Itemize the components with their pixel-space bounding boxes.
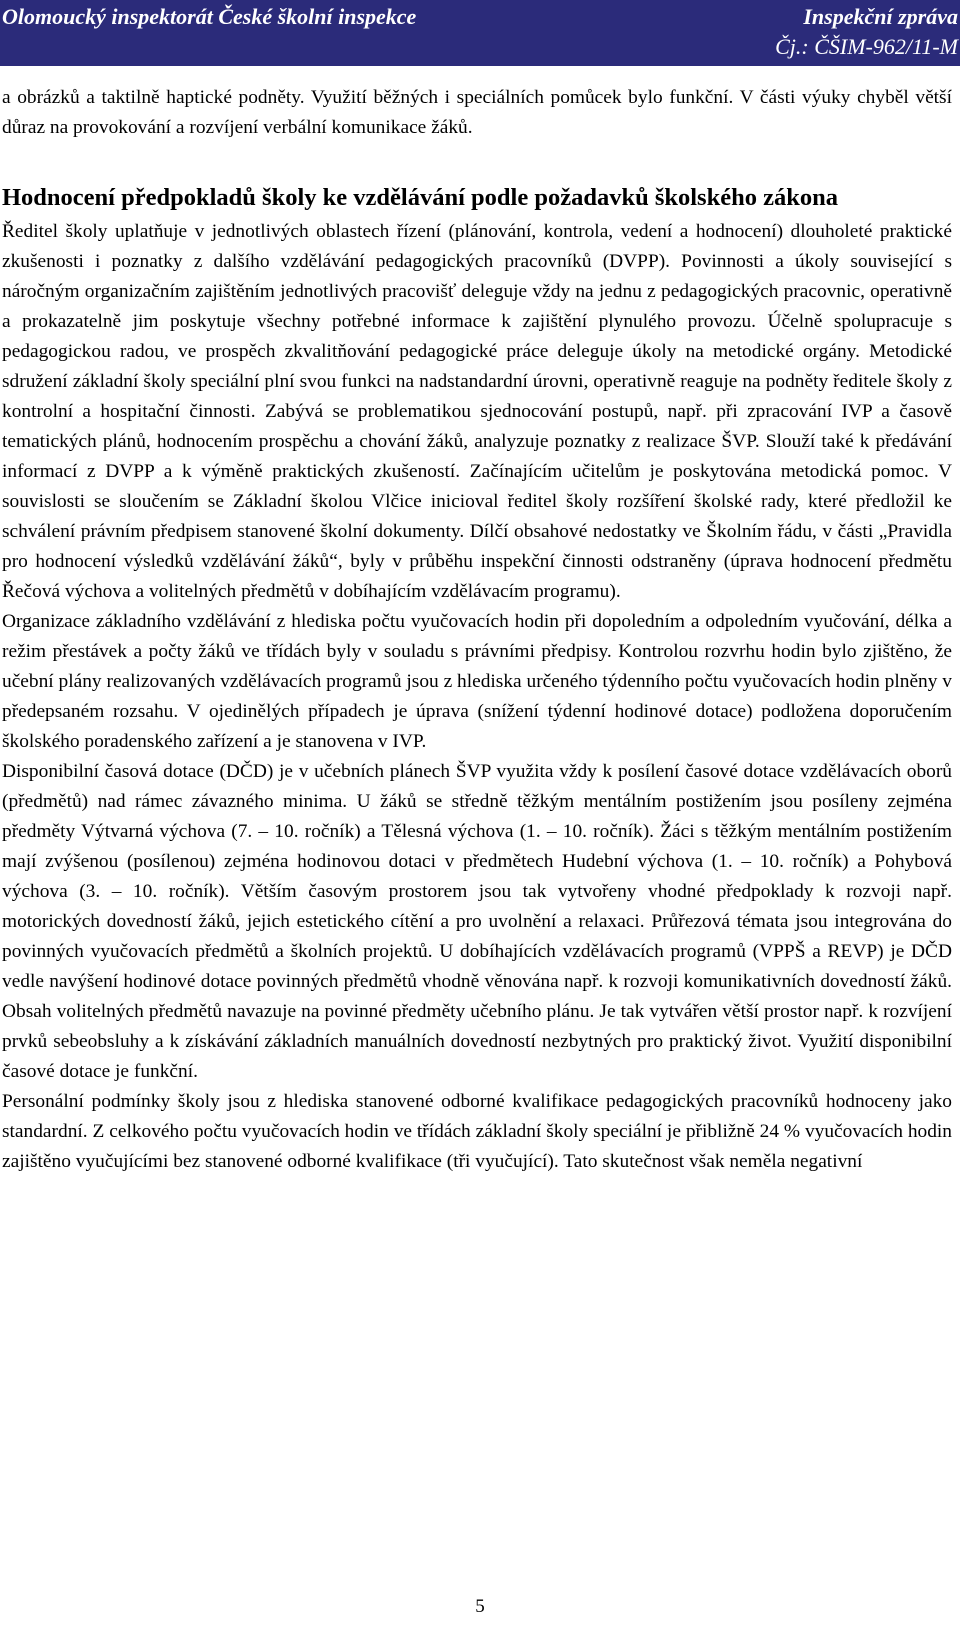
- header-reference-number: Čj.: ČŠIM-962/11-M: [775, 34, 958, 59]
- paragraph-management: Ředitel školy uplatňuje v jednotlivých oblastech řízení (plánování, kontrola, vedení a hodnocení) dlouholeté praktické zkušenosti i poznatky z dalšího vzdělávání pedagogických pracovníků (DVPP). Povinnosti a úkoly související s náročným organizačním zajištěním jednotlivých pracovišť deleguje vždy na jednu z pedagogických pracovnic, operativně a prokazatelně jim poskytuje všechny potřebné informace k zajištění plynulého provozu. Účelně spolupracuje s pedagogickou radou, ve prospěch zkvalitňování pedagogické práce deleguje úkoly na metodické orgány. Metodické sdružení základní školy speciální plní svou funkci na nadstandardní úrovni, operativně reaguje na podněty ředitele školy z kontrolní a hospitační činnosti. Zabývá se problematikou sjednocování postupů, např. při zpracování IVP a časově tematických plánů, hodnocením prospěchu a chování žáků, analyzuje poznatky z realizace ŠVP. Slouží také k předávání informací z DVPP a k výměně praktických zkušeností. Začínajícím učitelům je poskytována metodická pomoc. V souvislosti se sloučením se Základní školou Vlčice inicioval ředitel školy rozšíření školské rady, které předložil ke schválení právním předpisem stanovené školní dokumenty. Dílčí obsahové nedostatky ve Školním řádu, v části „Pravidla pro hodnocení výsledků vzdělávání žáků“, byly v průběhu inspekční činnosti odstraněny (úprava hodnocení předmětu Řečová výchova a volitelných předmětů v dobíhajícím vzdělávacím programu).: [2, 221, 952, 602]
- header-report-title: Inspekční zpráva: [803, 4, 958, 29]
- page-header: [0, 0, 960, 66]
- paragraph-personnel: Personální podmínky školy jsou z hlediska stanovené odborné kvalifikace pedagogických pracovníků hodnoceny jako standardní. Z celkového počtu vyučovacích hodin ve třídách základní školy speciální je přibližně 24 % vyučovacích hodin zajištěno vyučujícími bez stanovené odborné kvalifikace (tři vyučující). Tato skutečnost však neměla negativní: [2, 1091, 952, 1172]
- section-heading: Hodnocení předpokladů školy ke vzdělávání podle požadavků školského zákona: [2, 184, 838, 211]
- intro-paragraph: a obrázků a taktilně haptické podněty. Využití běžných i speciálních pomůcek bylo funkční. V části výuky chyběl větší důraz na provokování a rozvíjení verbální komunikace žáků.: [2, 87, 952, 138]
- paragraph-time-allocation: Disponibilní časová dotace (DČD) je v učebních plánech ŠVP využita vždy k posílení časové dotace vzdělávacích oborů (předmětů) nad rámec závazného minima. U žáků se středně těžkým mentálním postižením jsou posíleny zejména předměty Výtvarná výchova (7. – 10. ročník) a Tělesná výchova (1. – 10. ročník). Žáci s těžkým mentálním postižením mají zvýšenou (posílenou) zejména hodinovou dotaci v předmětech Hudební výchova (1. – 10. ročník) a Pohybová výchova (3. – 10. ročník). Větším časovým prostorem jsou tak vytvořeny vhodné předpoklady k rozvoji např. motorických dovedností žáků, jejich estetického cítění a pro uvolnění a relaxaci. Průřezová témata jsou integrována do povinných vyučovacích předmětů a školních projektů. U dobíhajících vzdělávacích programů (VPPŠ a REVP) je DČD vedle navýšení hodinové dotace povinných předmětů vhodně věnována např. k rozvoji komunikativních dovedností žáků. Obsah volitelných předmětů navazuje na povinné předměty učebního plánu. Je tak vytvářen větší prostor např. k rozvíjení prvků sebeobsluhy a k získávání základních manuálních dovedností nezbytných pro praktický život. Využití disponibilní časové dotace je funkční.: [2, 761, 952, 1082]
- page-number: 5: [475, 1596, 485, 1617]
- paragraph-organization: Organizace základního vzdělávání z hlediska počtu vyučovacích hodin při dopoledním a odpoledním vyučování, délka a režim přestávek a počty žáků ve třídách byly v souladu s právními předpisy. Kontrolou rozvrhu hodin bylo zjištěno, že učební plány realizovaných vzdělávacích programů jsou z hlediska určeného týdenního počtu vyučovacích hodin plněny v předepsaném rozsahu. V ojedinělých případech je úprava (snížení týdenní hodinové dotace) podložena doporučením školského poradenského zařízení a je stanovena v IVP.: [2, 611, 952, 752]
- document-body: [2, 83, 952, 1177]
- header-institution: Olomoucký inspektorát České školní inspekce: [2, 4, 417, 29]
